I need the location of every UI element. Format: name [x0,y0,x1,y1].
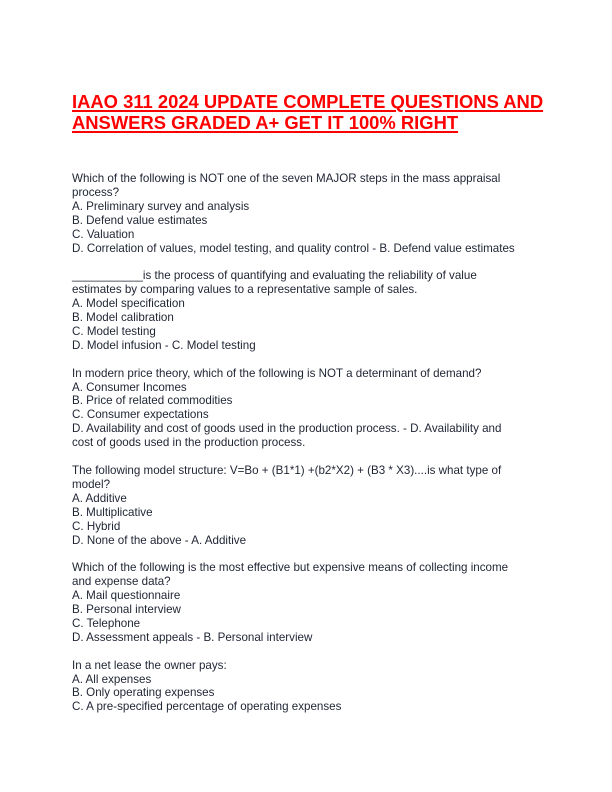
option-c: C. A pre-specified percentage of operating expenses [72,700,342,714]
qa-block-4 [72,464,552,547]
option-d-with-answer: D. None of the above - A. Additive [72,533,247,547]
option-a: A. All expenses [72,672,152,686]
option-c: C. Model testing [72,324,156,338]
question-text: The following model structure: V=Bo + (B1*1) +(b2*X2) + (B3 * X3)....is what type of [72,463,502,477]
option-b: B. Multiplicative [72,505,153,519]
option-c: C. Telephone [72,616,141,630]
title-line: IAAO 311 2024 UPDATE COMPLETE QUESTIONS AND [72,91,544,112]
question-text: and expense data? [72,575,171,589]
qa-block-2 [72,269,552,352]
qa-block-3 [72,367,552,450]
question-text: model? [72,477,111,491]
question-text: Which of the following is NOT one of the seven MAJOR steps in the mass appraisal [72,172,501,185]
option-d-with-answer: D. Model infusion - C. Model testing [72,338,256,352]
qa-list [72,172,552,728]
qa-block-1 [72,172,552,255]
option-d-with-answer: D. Assessment appeals - B. Personal interview [72,630,313,644]
question-text: ___________is the process of quantifying and evaluating the reliability of value [72,269,477,283]
question-text: In modern price theory, which of the following is NOT a determinant of demand? [72,366,482,380]
question-text: In a net lease the owner pays: [72,658,227,672]
qa-block-6 [72,659,552,715]
option-b: B. Price of related commodities [72,394,233,408]
option-b: B. Personal interview [72,603,181,617]
option-a: A. Mail questionnaire [72,589,181,603]
option-c: C. Valuation [72,227,135,241]
question-text: estimates by comparing values to a representative sample of sales. [72,283,418,297]
option-d-with-answer: D. Availability and cost of goods used in the production process. - D. Availability and [72,422,502,436]
answer-continuation: cost of goods used in the production process. [72,436,306,450]
option-a: A. Model specification [72,297,185,311]
option-d-with-answer: D. Correlation of values, model testing, and quality control - B. Defend value estimates [72,241,515,255]
title-line: ANSWERS GRADED A+ GET IT 100% RIGHT [72,112,459,133]
option-b: B. Model calibration [72,311,174,325]
option-b: B. Defend value estimates [72,213,208,227]
option-c: C. Hybrid [72,519,121,533]
question-text: Which of the following is the most effective but expensive means of collecting income [72,561,509,575]
question-text: process? [72,185,120,199]
qa-block-5 [72,561,552,644]
option-b: B. Only operating expenses [72,686,215,700]
option-a: A. Additive [72,491,127,505]
option-a: A. Preliminary survey and analysis [72,199,250,213]
option-c: C. Consumer expectations [72,408,209,422]
document-title [72,91,552,133]
option-a: A. Consumer Incomes [72,380,187,394]
